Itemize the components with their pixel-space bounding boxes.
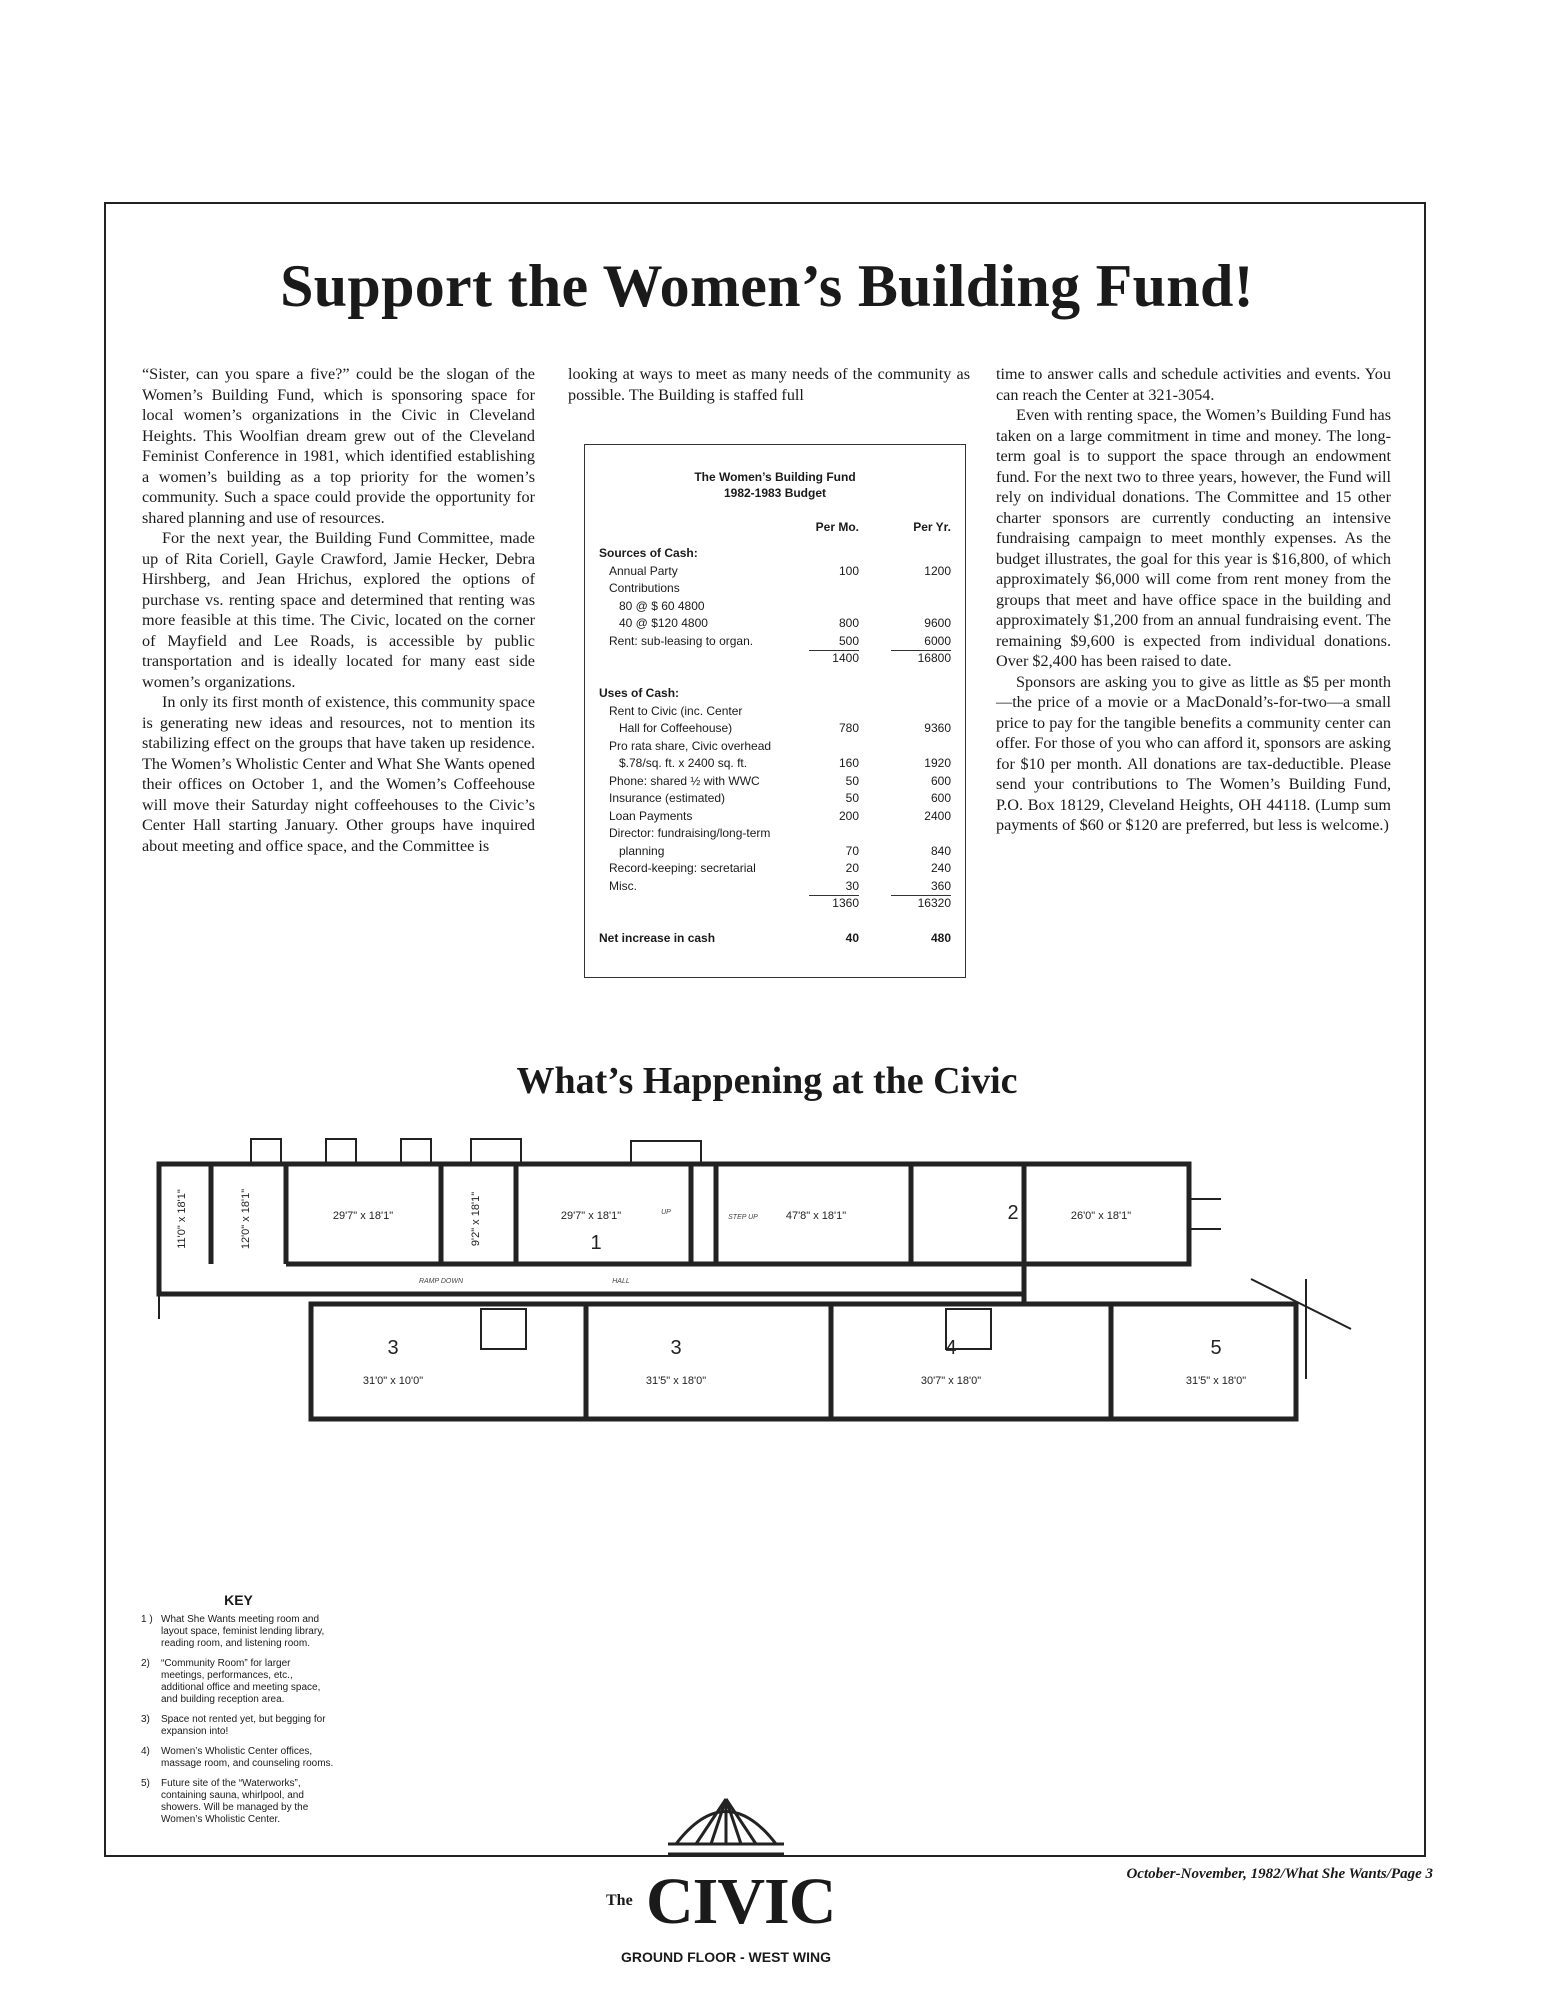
- key-number: 3): [141, 1714, 150, 1725]
- budget-year-value: 9600: [924, 616, 951, 630]
- key-number: 2): [141, 1658, 150, 1669]
- room-dim: 9'2" x 18'1": [470, 1191, 482, 1247]
- budget-year-value: 600: [930, 791, 951, 805]
- budget-label: Pro rata share, Civic overhead: [609, 738, 772, 753]
- room-dim: 31'5" x 18'0": [1185, 1375, 1247, 1387]
- budget-label: 80 @ $ 60 4800: [619, 598, 705, 613]
- ramp-label: RAMP DOWN: [418, 1278, 464, 1285]
- budget-month-value: 50: [845, 791, 859, 805]
- article-column-1: [142, 364, 535, 856]
- budget-month-value: 30: [809, 878, 859, 896]
- budget-row: [599, 668, 951, 685]
- budget-row: [599, 860, 951, 877]
- room-dim: 31'5" x 18'0": [645, 1375, 707, 1387]
- budget-label: Hall for Coffeehouse): [619, 721, 733, 735]
- budget-year-value: 2400: [924, 808, 951, 823]
- room-dim: 31'0" x 10'0": [362, 1375, 424, 1387]
- budget-year-value: 6000: [891, 633, 951, 651]
- room-number: 3: [387, 1337, 399, 1359]
- budget-month-value: 50: [845, 773, 859, 788]
- budget-month-value: 1400: [832, 651, 859, 665]
- budget-month-value: 40: [845, 931, 859, 945]
- budget-label: Contributions: [609, 581, 680, 595]
- budget-row: [599, 703, 951, 720]
- north-wing-outline: [159, 1164, 1024, 1294]
- room-number: 2: [1007, 1202, 1019, 1224]
- budget-row: [599, 580, 951, 597]
- room-dim: 47'8" x 18'1": [785, 1210, 847, 1222]
- budget-label: Misc.: [609, 878, 637, 893]
- paragraph: looking at ways to meet as many needs of the community as possible. The Building is staffed full: [568, 365, 970, 404]
- key-item: [141, 1614, 336, 1650]
- budget-label: Net increase in cash: [599, 931, 716, 945]
- key-number: 5): [141, 1778, 150, 1789]
- key-item: [141, 1778, 336, 1826]
- paragraph: time to answer calls and schedule activities and events. You can reach the Center at 321-3054.: [996, 365, 1391, 404]
- budget-month-value: 20: [845, 861, 859, 875]
- key-text: Space not rented yet, but begging for expansion into!: [161, 1714, 326, 1737]
- article-column-2: [568, 364, 970, 405]
- room-number: 3: [670, 1337, 682, 1359]
- key-text: What She Wants meeting room and layout space, feminist lending library, reading room, and listening room.: [161, 1614, 325, 1649]
- paragraph: Even with renting space, the Women’s Building Fund has taken on a large commitment in time and money. The long-term goal is to support the space through an endowment fund. For the next two to three years, however, the Fund will rely on individual donations. The Committee and 15 other charter sponsors are currently conducting an intensive fundraising campaign to meet monthly expenses. As the budget illustrates, the goal for this year is $16,800, of which approximately $6,000 will come from rent money from the groups that meet and have office space in the building and approximately $1,200 from an annual fundraising event. The remaining $9,600 is expected from individual donations. Over $2,400 has been raised to date.: [996, 406, 1391, 670]
- col-per-month: Per Mo.: [815, 520, 859, 534]
- col-per-year: Per Yr.: [913, 520, 951, 534]
- key-text: Future site of the “Waterworks”, containing sauna, whirlpool, and showers. Will be managed by the Women’s Wholistic Center.: [161, 1778, 309, 1825]
- budget-year-value: 16320: [917, 896, 951, 910]
- headline: Support the Women’s Building Fund!: [280, 253, 1254, 319]
- room-dim: 11'0" x 18'1": [176, 1189, 188, 1249]
- key-number: 4): [141, 1746, 150, 1757]
- up-label: UP: [661, 1209, 671, 1216]
- budget-row: [599, 598, 951, 615]
- budget-row: [599, 790, 951, 807]
- budget-year-value: 840: [930, 843, 951, 858]
- budget-row: [599, 878, 951, 895]
- budget-month-value: 100: [838, 563, 859, 578]
- budget-label: Loan Payments: [609, 808, 693, 823]
- budget-row: [599, 685, 951, 702]
- room-number: 5: [1210, 1337, 1222, 1359]
- paragraph: For the next year, the Building Fund Committee, made up of Rita Coriell, Gayle Crawford, Jamie Hecker, Debra Hirshberg, and Jean Hrichus, explored the options of purchase vs. renting space and determined that renting was more feasible at this time. The Civic, located on the corner of Mayfield and Lee Roads, is accessible by public transportation and is ideally located for many east side women’s organizations.: [142, 529, 535, 691]
- floor-caption: GROUND FLOOR - WEST WING: [621, 1949, 831, 1965]
- key-item: [141, 1714, 336, 1738]
- budget-row: [599, 720, 951, 737]
- budget-title: The Women’s Building Fund: [694, 470, 856, 484]
- floorplan-key: [141, 1594, 336, 1834]
- room-dim: 29'7" x 18'1": [332, 1210, 394, 1222]
- budget-label: Rent to Civic (inc. Center: [609, 703, 743, 718]
- logo-word: CIVIC: [646, 1865, 836, 1938]
- key-title: KEY: [224, 1592, 253, 1608]
- budget-year-value: 600: [930, 773, 951, 788]
- budget-row: [599, 930, 951, 947]
- room-number: 4: [945, 1337, 957, 1359]
- budget-row: [599, 633, 951, 650]
- logo-the: The: [606, 1892, 633, 1909]
- budget-row: [599, 545, 951, 562]
- budget-row: [599, 843, 951, 860]
- budget-year-value: 240: [930, 861, 951, 875]
- step-label: STEP UP: [728, 1214, 758, 1221]
- civic-dome-icon: [606, 1774, 846, 1874]
- budget-month-value: 780: [838, 721, 859, 735]
- budget-month-value: 200: [838, 808, 859, 823]
- budget-row: [599, 808, 951, 825]
- budget-row: [599, 913, 951, 930]
- budget-month-value: 800: [838, 616, 859, 630]
- budget-label: $.78/sq. ft. x 2400 sq. ft.: [619, 756, 748, 770]
- budget-label: Rent: sub-leasing to organ.: [609, 633, 754, 648]
- civic-logo: [606, 1774, 846, 1954]
- budget-row: [599, 615, 951, 632]
- budget-year-value: 1920: [924, 756, 951, 770]
- budget-month-value: 160: [838, 756, 859, 770]
- room-dim: 30'7" x 18'0": [920, 1375, 982, 1387]
- room-dim: 26'0" x 18'1": [1070, 1210, 1132, 1222]
- key-number: 1 ): [141, 1614, 153, 1625]
- budget-subtitle: 1982-1983 Budget: [723, 486, 827, 500]
- budget-label: 40 @ $120 4800: [619, 616, 708, 630]
- budget-label: Phone: shared ½ with WWC: [609, 773, 760, 788]
- budget-month-value: 1360: [832, 896, 859, 910]
- budget-label: Director: fundraising/long-term: [609, 826, 771, 840]
- budget-row: [599, 738, 951, 755]
- budget-row: [599, 825, 951, 842]
- budget-row: [599, 773, 951, 790]
- key-text: “Community Room” for larger meetings, performances, etc., additional office and meeting space, and building reception area.: [161, 1658, 321, 1705]
- budget-label: Insurance (estimated): [609, 791, 726, 805]
- budget-year-value: 9360: [924, 721, 951, 735]
- budget-label: Sources of Cash:: [599, 546, 698, 560]
- budget-month-value: 70: [845, 843, 859, 858]
- budget-header-row: [599, 519, 951, 536]
- key-text: Women’s Wholistic Center offices, massage room, and counseling rooms.: [161, 1746, 334, 1769]
- room-dim: 12'0" x 18'1": [240, 1188, 252, 1250]
- budget-row: [599, 650, 951, 667]
- paragraph: Sponsors are asking you to give as little as $5 per month—the price of a movie or a MacDonald’s-for-two—a small price to pay for the tangible benefits a community center can offer. For those of you who can afford it, sponsors are asking for $10 per month. All donations are tax-deductible. Please send your contributions to The Women’s Building Fund, P.O. Box 18129, Cleveland Heights, OH 44118. (Lump sum payments of $60 or $120 are preferred, but less is welcome.): [996, 672, 1391, 834]
- budget-label: planning: [619, 843, 665, 858]
- hall-label: HALL: [612, 1278, 630, 1285]
- page-footer: October-November, 1982/What She Wants/Page 3: [1126, 1866, 1433, 1882]
- budget-label: Uses of Cash:: [599, 686, 680, 700]
- key-item: [141, 1658, 336, 1706]
- section-subhead: What’s Happening at the Civic: [516, 1060, 1018, 1102]
- budget-row: [599, 895, 951, 912]
- floor-plan: [151, 1129, 1411, 1579]
- budget-year-value: 16800: [917, 651, 951, 665]
- budget-month-value: 500: [809, 633, 859, 651]
- south-wing-outline: [311, 1304, 1296, 1419]
- paragraph: “Sister, can you spare a five?” could be the slogan of the Women’s Building Fund, which is sponsoring space for local women’s organizations in the Civic in Cleveland Heights. This Woolfian dream grew out of the Cleveland Feminist Conference in 1981, which identified establishing a women’s building as a top priority for the women’s community. Such a space could provide the opportunity for shared planning and use of resources.: [142, 365, 535, 527]
- room-dim: 29'7" x 18'1": [560, 1210, 622, 1222]
- room-number: 1: [590, 1232, 602, 1254]
- budget-table: [584, 444, 966, 978]
- budget-label: Record-keeping: secretarial: [609, 861, 756, 875]
- budget-row: [599, 755, 951, 772]
- paragraph: In only its first month of existence, this community space is generating new ideas and resources, not to mention its stabilizing effect on the groups that have taken up residence. The Women’s Wholistic Center and What She Wants opened their offices on October 1, and the Women’s Coffeehouse will move their Saturday night coffeehouses to the Civic’s Center Hall starting January. Other groups have inquired about meeting and office space, and the Committee is: [142, 693, 535, 855]
- budget-year-value: 1200: [924, 563, 951, 578]
- budget-label: Annual Party: [609, 563, 678, 578]
- key-item: [141, 1746, 336, 1770]
- budget-row: [599, 563, 951, 580]
- article-column-3: [996, 364, 1391, 836]
- budget-year-value: 480: [930, 931, 951, 945]
- budget-year-value: 360: [891, 878, 951, 896]
